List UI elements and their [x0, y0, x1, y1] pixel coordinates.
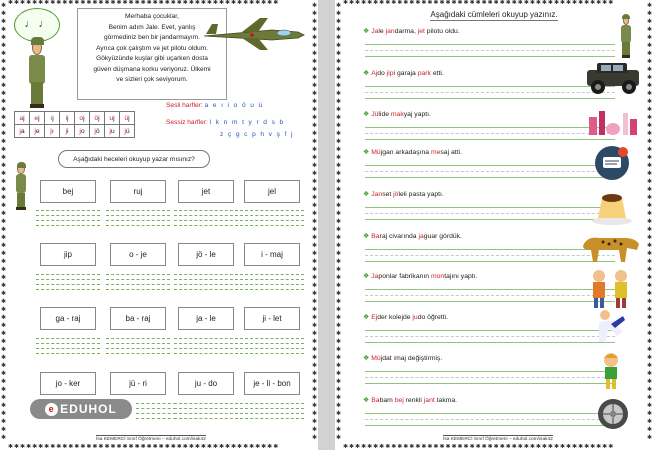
- syllable-table: [14, 111, 135, 138]
- diamond-bullet-icon: ❖: [363, 28, 372, 35]
- writing-lines[interactable]: [365, 408, 615, 428]
- syllable-cell: öj: [90, 112, 105, 125]
- word-box: jet: [178, 180, 234, 203]
- sentence-segment: pilotu oldu.: [424, 28, 460, 35]
- word-box: i - maj: [244, 243, 300, 266]
- word-box: ja - le: [178, 307, 234, 330]
- sentence-segment: Jan: [371, 191, 383, 198]
- sentence-segment: ju: [412, 314, 418, 321]
- sentence-segment: Jü: [371, 111, 379, 118]
- music-cloud-bubble: ♩ ♩: [14, 8, 60, 42]
- jet-plane-icon: [202, 14, 306, 54]
- writing-lines[interactable]: [365, 202, 615, 222]
- sentence-segment: jan: [385, 28, 395, 35]
- intro-line: ve sizleri çok seviyorum.: [116, 76, 188, 83]
- sentence-segment: Ja: [371, 273, 379, 280]
- sentence-row: [363, 27, 460, 35]
- writing-lines[interactable]: [240, 399, 304, 417]
- wheel-icon: [597, 398, 629, 430]
- vowels-line: [166, 102, 264, 109]
- word-box: ji - let: [244, 307, 300, 330]
- sentence-segment: Mü: [371, 149, 381, 156]
- intro-line: Ayrıca çok çalıştım ve jet pilotu oldum.: [95, 44, 209, 52]
- sentence-row: [363, 354, 442, 362]
- jeep-icon: [583, 60, 645, 96]
- border-bottom: ✱✱✱✱✱✱✱✱✱✱✱✱✱✱✱✱✱✱✱✱✱✱✱✱✱✱✱✱✱✱✱✱✱✱✱✱✱✱✱✱✱✱✱✱✱: [343, 444, 615, 450]
- sentence-segment: jdat: [380, 355, 394, 362]
- page-gutter: [318, 0, 335, 450]
- writing-lines[interactable]: [136, 399, 176, 417]
- sentence-segment: ponlar fabrikanın: [378, 273, 431, 280]
- sentence-segment: set: [382, 191, 394, 198]
- sentence-row: [363, 396, 457, 404]
- sentence-segment: renkli: [403, 397, 424, 404]
- sentence-row: [363, 110, 431, 118]
- syllable-cell: je: [30, 125, 45, 138]
- syllable-cell: ej: [30, 112, 45, 125]
- sentence-row: [363, 148, 462, 156]
- writing-lines[interactable]: [365, 160, 615, 180]
- pudding-icon: [590, 188, 634, 226]
- border-top: ✱✱✱✱✱✱✱✱✱✱✱✱✱✱✱✱✱✱✱✱✱✱✱✱✱✱✱✱✱✱✱✱✱✱✱✱✱✱✱✱✱✱✱✱✱: [343, 0, 615, 6]
- sentence-segment: der kolejde: [377, 314, 413, 321]
- writing-lines[interactable]: [365, 366, 615, 386]
- intro-line: güven düşmana korku veriyoruz. Ülkemi: [93, 65, 211, 73]
- sentence-segment: jet: [417, 28, 425, 35]
- writing-lines[interactable]: [36, 334, 100, 352]
- sentence-segment: leli pasta yaptı.: [398, 191, 444, 198]
- border-bottom: ✱✱✱✱✱✱✱✱✱✱✱✱✱✱✱✱✱✱✱✱✱✱✱✱✱✱✱✱✱✱✱✱✱✱✱✱✱✱✱✱✱✱✱✱✱: [8, 444, 280, 450]
- syllable-cell: ji: [60, 125, 75, 138]
- writing-lines[interactable]: [365, 81, 615, 101]
- sentence-segment: yaj yaptı.: [403, 111, 431, 118]
- sentence-segment: mon: [430, 273, 445, 280]
- page-title: [335, 10, 653, 19]
- writing-lines[interactable]: [240, 270, 304, 288]
- diamond-bullet-icon: ❖: [363, 149, 372, 156]
- sentence-segment: Aj: [371, 70, 378, 77]
- left-page: [0, 0, 318, 450]
- consonants-value-1: l k n m t y r d s b: [209, 119, 285, 126]
- diamond-bullet-icon: ❖: [363, 70, 372, 77]
- sentence-segment: bej: [394, 397, 404, 404]
- sentence-segment: i: [393, 355, 396, 362]
- sentence-segment: jant: [423, 397, 435, 404]
- writing-lines[interactable]: [365, 39, 615, 59]
- intro-line: Merhaba çocuklar,: [125, 13, 179, 20]
- right-footer: İsa KEMERCİ Sınıf Öğretmeni – eduhol.com/isak42: [443, 437, 553, 442]
- border-top: ✱✱✱✱✱✱✱✱✱✱✱✱✱✱✱✱✱✱✱✱✱✱✱✱✱✱✱✱✱✱✱✱✱✱✱✱✱✱✱✱✱✱✱✱✱: [8, 0, 280, 6]
- writing-lines[interactable]: [174, 206, 238, 224]
- word-box: jo - ker: [40, 372, 96, 395]
- word-box: ruj: [110, 180, 166, 203]
- jaguar-icon: [577, 228, 643, 264]
- word-box: je - li - bon: [244, 372, 300, 395]
- sentence-segment: i garaja: [393, 70, 418, 77]
- border-left: ✱ ✱ ✱ ✱ ✱ ✱ ✱ ✱ ✱ ✱ ✱ ✱ ✱ ✱ ✱ ✱ ✱ ✱ ✱ ✱ ✱ ✱ ✱ ✱ ✱ ✱ ✱ ✱ ✱ ✱ ✱ ✱ ✱ ✱ ✱ ✱ ✱ ✱ ✱ ✱ ✱ ✱ ✱ ✱ ✱ ✱ ✱ ✱ ✱ ✱ ✱ ✱ ✱ ✱ ✱: [335, 2, 342, 441]
- word-box: jip: [40, 243, 96, 266]
- word-box: ga - raj: [40, 307, 96, 330]
- message-icon: [593, 144, 631, 182]
- writing-lines[interactable]: [106, 206, 170, 224]
- word-box: o - je: [110, 243, 166, 266]
- border-left: ✱ ✱ ✱ ✱ ✱ ✱ ✱ ✱ ✱ ✱ ✱ ✱ ✱ ✱ ✱ ✱ ✱ ✱ ✱ ✱ ✱ ✱ ✱ ✱ ✱ ✱ ✱ ✱ ✱ ✱ ✱ ✱ ✱ ✱ ✱ ✱ ✱ ✱ ✱ ✱ ✱ ✱ ✱ ✱ ✱ ✱ ✱ ✱ ✱ ✱ ✱ ✱ ✱ ✱ ✱: [0, 2, 7, 441]
- judo-icon: [595, 308, 627, 346]
- right-page: [335, 0, 653, 450]
- word-box: ju - do: [178, 372, 234, 395]
- logo-e-icon: e: [45, 403, 58, 416]
- sentence-segment: le: [378, 28, 386, 35]
- sentence-segment: bam: [379, 397, 395, 404]
- intro-line: Benim adım Jale. Evet, yanlış: [108, 23, 196, 31]
- left-footer: İsa KEMERCİ Sınıf Öğretmeni – eduhol.com/isak42: [96, 437, 206, 442]
- sentence-segment: do öğretti.: [417, 314, 448, 321]
- word-box: jö - le: [178, 243, 234, 266]
- syllable-cell: ja: [15, 125, 30, 138]
- word-box: jü - ri: [110, 372, 166, 395]
- syllable-cell: aj: [15, 112, 30, 125]
- sentence-segment: takma.: [434, 397, 458, 404]
- word-box: ba - raj: [110, 307, 166, 330]
- syllable-cell: oj: [75, 112, 90, 125]
- sentence-row: [363, 69, 444, 77]
- sentence-segment: park: [417, 70, 431, 77]
- writing-lines[interactable]: [36, 270, 100, 288]
- sentence-row: [363, 313, 448, 321]
- consonants-value-2: z ç g c p h v ş f j: [220, 131, 294, 138]
- boy-icon: [599, 352, 623, 390]
- sentence-segment: saj atti.: [440, 149, 462, 156]
- consonants-label: Sessiz harfler:: [166, 119, 208, 126]
- syllable-cell: jı: [45, 125, 60, 138]
- border-right: ✱ ✱ ✱ ✱ ✱ ✱ ✱ ✱ ✱ ✱ ✱ ✱ ✱ ✱ ✱ ✱ ✱ ✱ ✱ ✱ ✱ ✱ ✱ ✱ ✱ ✱ ✱ ✱ ✱ ✱ ✱ ✱ ✱ ✱ ✱ ✱ ✱ ✱ ✱ ✱ ✱ ✱ ✱ ✱ ✱ ✱ ✱ ✱ ✱ ✱ ✱ ✱ ✱ ✱ ✱: [646, 2, 653, 441]
- soldier-icon: [618, 16, 634, 58]
- consonants-line: [166, 117, 306, 141]
- writing-lines[interactable]: [174, 399, 238, 417]
- soldier-small-icon: [12, 164, 30, 210]
- eduhol-logo: [30, 399, 132, 419]
- diamond-bullet-icon: ❖: [363, 273, 372, 280]
- sentence-segment: jgan arkadaşına: [380, 149, 431, 156]
- diamond-bullet-icon: ❖: [363, 233, 372, 240]
- diamond-bullet-icon: ❖: [363, 191, 372, 198]
- sentence-segment: darma,: [394, 28, 418, 35]
- syllable-row: [15, 125, 135, 138]
- writing-lines[interactable]: [365, 122, 615, 142]
- sentence-segment: Ja: [371, 28, 379, 35]
- border-right: ✱ ✱ ✱ ✱ ✱ ✱ ✱ ✱ ✱ ✱ ✱ ✱ ✱ ✱ ✱ ✱ ✱ ✱ ✱ ✱ ✱ ✱ ✱ ✱ ✱ ✱ ✱ ✱ ✱ ✱ ✱ ✱ ✱ ✱ ✱ ✱ ✱ ✱ ✱ ✱ ✱ ✱ ✱ ✱ ✱ ✱ ✱ ✱ ✱ ✱ ✱ ✱ ✱ ✱ ✱: [311, 2, 318, 441]
- sentence-segment: Ej: [371, 314, 378, 321]
- writing-lines[interactable]: [106, 270, 170, 288]
- writing-lines[interactable]: [36, 206, 100, 224]
- makeup-icon: [585, 103, 641, 137]
- syllable-cell: jü: [120, 125, 135, 138]
- word-box: jel: [244, 180, 300, 203]
- sentence-row: [363, 272, 477, 280]
- sentence-segment: tajını yaptı.: [444, 273, 478, 280]
- writing-lines[interactable]: [240, 334, 304, 352]
- sentence-segment: guar gördük.: [423, 233, 462, 240]
- sentence-segment: jö: [393, 191, 399, 198]
- writing-lines[interactable]: [365, 284, 615, 304]
- sentence-segment: me: [430, 149, 441, 156]
- workers-icon: [585, 268, 637, 310]
- syllable-cell: jö: [90, 125, 105, 138]
- vowels-value: a e ı i o ö u ü: [204, 102, 264, 109]
- sentence-segment: ja: [418, 233, 424, 240]
- diamond-bullet-icon: ❖: [363, 355, 372, 362]
- intro-line: Gökyüzünde kuşlar gibi uçarken dosta: [96, 55, 208, 62]
- sentence-segment: mak: [390, 111, 404, 118]
- syllable-cell: ij: [60, 112, 75, 125]
- vowels-label: Sesli harfler:: [166, 102, 203, 109]
- writing-lines[interactable]: [174, 270, 238, 288]
- logo-text: EDUHOL: [60, 402, 117, 416]
- sentence-segment: jip: [386, 70, 394, 77]
- sentence-row: [363, 190, 444, 198]
- writing-lines[interactable]: [365, 325, 615, 345]
- writing-lines[interactable]: [106, 334, 170, 352]
- sentence-segment: lide: [378, 111, 391, 118]
- syllable-cell: jo: [75, 125, 90, 138]
- sentence-segment: Mü: [371, 355, 381, 362]
- syllable-cell: uj: [105, 112, 120, 125]
- sentence-segment: etti.: [430, 70, 444, 77]
- sentence-segment: maj değiştirmiş.: [395, 355, 443, 362]
- instruction-bubble: Aşağıdaki heceleri okuyup yazar mısınız?: [58, 150, 210, 168]
- intro-line: görmediniz ben bir jandarmayım.: [103, 34, 201, 41]
- syllable-row: [15, 112, 135, 125]
- syllable-cell: üj: [120, 112, 135, 125]
- sentence-segment: Ba: [371, 233, 380, 240]
- writing-lines[interactable]: [240, 206, 304, 224]
- syllable-cell: ıj: [45, 112, 60, 125]
- diamond-bullet-icon: ❖: [363, 397, 372, 404]
- diamond-bullet-icon: ❖: [363, 314, 372, 321]
- word-box: bej: [40, 180, 96, 203]
- sentence-row: [363, 232, 462, 240]
- sentence-segment: raj civarında: [379, 233, 419, 240]
- writing-lines[interactable]: [174, 334, 238, 352]
- sentence-segment: do: [377, 70, 387, 77]
- syllable-cell: ju: [105, 125, 120, 138]
- soldier-girl-icon: [24, 40, 50, 108]
- diamond-bullet-icon: ❖: [363, 111, 372, 118]
- sentence-segment: Ba: [371, 397, 380, 404]
- page-title-text: Aşağıdaki cümleleri okuyup yazınız.: [430, 10, 558, 19]
